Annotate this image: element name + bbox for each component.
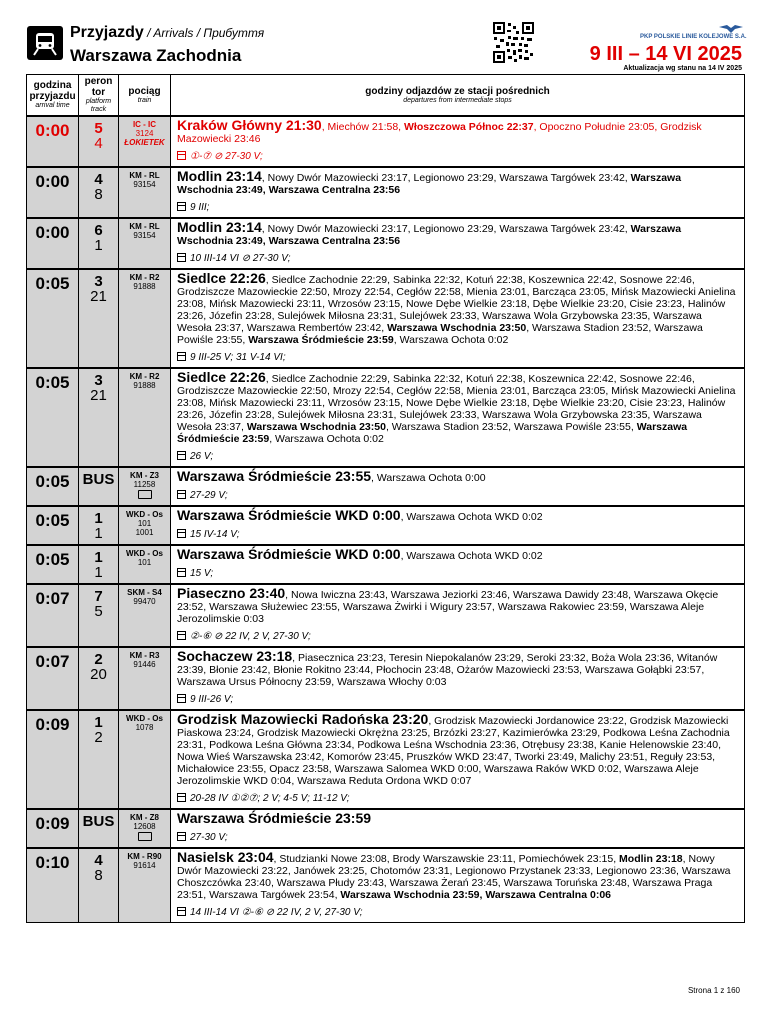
origin-station: Grodzisk Mazowiecki Radońska 23:20: [177, 711, 429, 727]
page-title: [70, 24, 264, 42]
arrival-time: 0:07: [27, 584, 79, 647]
arrival-time: 0:05: [27, 269, 79, 368]
stop-text: Warszawa Wschodnia 23:49, Warszawa Centralna 23:56: [177, 172, 682, 196]
platform-number: 7: [94, 588, 103, 605]
stop-text: , Piasecznica 23:23, Teresin Niepokalanów 23:29, Seroki 23:32, Boża Wola 23:36, Witanów 23:39, Błonie 23:42, Błonie Rokitno 23:44, Płochocin 23:48, Ożarów Mazowiecki 23:53, Warszawa Gołąbki 23:57, Warszawa Ursus Północny 23:59, Warszawa Włochy 0:03: [177, 652, 718, 688]
train-number-2: 1001: [135, 528, 154, 537]
running-days-text: 15 IV-14 V;: [190, 529, 240, 540]
running-days-note: [177, 253, 738, 265]
calendar-icon: [177, 529, 186, 538]
train-cell: [119, 116, 171, 167]
platform-number: 2: [94, 651, 103, 668]
train-name: ŁOKIETEK: [124, 138, 165, 147]
col-train-label: pociąg: [128, 85, 161, 97]
stops-cell: [171, 809, 745, 848]
stop-text: , Nowy Dwór Mazowiecki 23:17, Legionowo 23:29, Warszawa Targówek 23:42,: [261, 223, 631, 235]
platform-number: 3: [94, 372, 103, 389]
pkp-bird-icon: [718, 24, 744, 34]
operator-name: PKP POLSKIE LINIE KOLEJOWE S.A.: [640, 34, 747, 40]
train-category: KM - R3: [129, 651, 160, 660]
origin-station: Warszawa Śródmieście 23:55: [177, 468, 372, 484]
arrival-time: 0:05: [27, 545, 79, 584]
train-category: KM - RL: [129, 222, 160, 231]
bus-icon: [138, 832, 152, 841]
stops-cell: [171, 167, 745, 218]
bus-label: BUS: [82, 471, 115, 488]
track-number: 8: [94, 867, 103, 884]
train-number: 101: [137, 558, 152, 567]
table-row: [27, 218, 745, 269]
calendar-icon: [177, 451, 186, 460]
origin-station: Sochaczew 23:18: [177, 648, 293, 664]
origin-station: Siedlce 22:26: [177, 270, 266, 286]
train-cell: [119, 545, 171, 584]
stop-text: Warszawa Śródmieście 23:59: [177, 421, 688, 445]
train-category: WKD - Os: [126, 510, 163, 519]
col-header-train: [119, 75, 171, 117]
train-cell: [119, 467, 171, 506]
title-translations: / Arrivals / Прибуття: [143, 26, 265, 40]
stop-text: Włoszczowa Północ 22:37: [404, 121, 534, 133]
train-cell: [119, 269, 171, 368]
track-number: 1: [94, 525, 103, 542]
stop-text: , Siedlce Zachodnie 22:29, Sabinka 22:32, Kotuń 22:38, Koszewnica 22:42, Sosnowe 22:46, Grodziszcze Mazowieckie 22:50, Mrozy 22:54, Cegłów 22:58, Mienia 23:01, Barcząca 23:05, Mińsk Mazowiecki Anielina 23:08, Mińsk Mazowiecki 23:11, Wrzosów 23:15, Nowe Dębe Wielkie 23:18, Dębe Wielkie 23:20, Cisie 23:23, Halinów 23:26, Józefin 23:28, Sulejówek Miłosna 23:31, Sulejówek 23:33, Warszawa Wola Grzybowska 23:35, Warszawa Wesoła 23:37, Warszawa Rembertów 23:42,: [177, 274, 736, 334]
running-days-text: 15 V;: [190, 568, 214, 579]
track-number: 4: [94, 135, 103, 152]
track-number: 2: [94, 729, 103, 746]
stop-text: , Warszawa Ochota 0:02: [393, 334, 509, 346]
train-category: KM - R2: [129, 273, 160, 282]
arrivals-table: [26, 74, 745, 923]
origin-station: Piaseczno 23:40: [177, 585, 286, 601]
stop-text: , Nowy Dwór Mazowiecki 23:17, Legionowo 23:29, Warszawa Targówek 23:42,: [261, 172, 631, 184]
calendar-icon: [177, 793, 186, 802]
stops-cell: [171, 584, 745, 647]
stops-cell: [171, 545, 745, 584]
track-number: 5: [94, 603, 103, 620]
stop-text: , Grodzisk Mazowiecki Jordanowice 23:22, Grodzisk Mazowiecki Piaskowa 23:24, Grodzisk Mazowiecki Okrężna 23:25, Brzózki 23:27, Kazimierówka 23:29, Podkowa Leśna Zachodnia 23:31, Podkowa Leśna Główna 23:34, Podkowa Leśna Wschodnia 23:36, Otrębusy 23:38, Kanie Helenowskie 23:40, Nowa Wieś Warszawska 23:42, Komorów 23:45, Pruszków WKD 23:47, Tworki 23:49, Malichy 23:51, Reguły 23:53, Michałowice 23:55, Opacz 23:58, Warszawa Salomea WKD 0:00, Warszawa Raków WKD 0:02, Warszawa Aleje Jerozolimskie WKD 0:04, Warszawa Reduta Ordona WKD 0:07: [177, 715, 730, 787]
platform-number: 4: [94, 171, 103, 188]
running-days-text: 14 III-14 VI ②-⑥ ⊘ 22 IV, 2 V, 27-30 V;: [190, 907, 363, 918]
platform-cell: [79, 116, 119, 167]
running-days-note: [177, 832, 738, 844]
train-cell: [119, 506, 171, 545]
stops-cell: [171, 467, 745, 506]
origin-station: Siedlce 22:26: [177, 369, 266, 385]
running-days-note: [177, 202, 738, 214]
running-days-text: 27-29 V;: [190, 490, 228, 501]
running-days-text: 9 III-26 V;: [190, 694, 234, 705]
stop-text: Warszawa Wschodnia 23:59, Warszawa Centralna 0:06: [340, 889, 611, 901]
stops-cell: [171, 710, 745, 809]
origin-station: Warszawa Śródmieście 23:59: [177, 810, 372, 826]
col-train-label-en: train: [137, 96, 152, 104]
train-number: 3124: [135, 129, 154, 138]
running-days-note: [177, 907, 738, 919]
running-days-note: [177, 490, 738, 502]
train-number: 91888: [133, 381, 156, 390]
running-days-note: [177, 793, 738, 805]
train-cell: [119, 167, 171, 218]
station-name: Warszawa Zachodnia: [70, 46, 242, 65]
train-cell: [119, 848, 171, 923]
platform-number: 5: [94, 120, 103, 137]
stop-text: , Nowy Dwór Mazowiecki 23:22, Janówek 23:25, Chotomów 23:31, Legionowo Przystanek 23:33, Legionowo 23:36, Warszawa Choszczówka 23:40, Warszawa Płudy 23:43, Warszawa Żerań 23:45, Warszawa Toruńska 23:48, Warszawa Praga 23:51, Warszawa Targówek 23:54,: [177, 853, 731, 901]
table-row: [27, 647, 745, 710]
track-number: 8: [94, 186, 103, 203]
train-number: 91614: [133, 861, 156, 870]
stop-text: Modlin 23:18: [619, 853, 683, 865]
stops-cell: [171, 218, 745, 269]
bus-icon: [138, 490, 152, 499]
stop-text: , Studzianki Nowe 23:08, Brody Warszawskie 23:11, Pomiechówek 23:15,: [273, 853, 620, 865]
running-days-note: [177, 694, 738, 706]
stops-cell: [171, 506, 745, 545]
train-number: 91446: [133, 660, 156, 669]
stop-text: , Warszawa Ochota WKD 0:02: [400, 550, 543, 562]
origin-station: Kraków Główny 21:30: [177, 117, 322, 133]
running-days-note: [177, 451, 738, 463]
arrival-time: 0:05: [27, 506, 79, 545]
update-date: Aktualizacja wg stanu na 14 IV 2025: [623, 65, 742, 72]
calendar-icon: [177, 352, 186, 361]
train-icon: [27, 26, 63, 60]
train-category: KM - RL: [129, 171, 160, 180]
calendar-icon: [177, 568, 186, 577]
track-number: 1: [94, 564, 103, 581]
train-number: 93154: [133, 231, 156, 240]
platform-cell: [79, 710, 119, 809]
platform-cell: [79, 467, 119, 506]
running-days-text: 10 III-14 VI ⊘ 27-30 V;: [190, 253, 291, 264]
train-cell: [119, 368, 171, 467]
col-header-platform: [79, 75, 119, 117]
train-category: SKM - S4: [127, 588, 162, 597]
running-days-note: [177, 631, 738, 643]
stop-text: , Opoczno Południe 23:05, Grodzisk Mazowiecki 23:46: [177, 121, 702, 145]
col-header-stops: [171, 75, 745, 117]
col-platform-label-en: platform track: [85, 98, 112, 113]
table-row: [27, 506, 745, 545]
train-category: KM - R2: [129, 372, 160, 381]
running-days-text: 20-28 IV ①②⑦; 2 V; 4-5 V; 11-12 V;: [190, 793, 350, 804]
arrival-time: 0:00: [27, 218, 79, 269]
platform-cell: [79, 218, 119, 269]
table-row: [27, 167, 745, 218]
qr-code-icon: [493, 22, 534, 63]
platform-number: 3: [94, 273, 103, 290]
track-number: 21: [90, 288, 107, 305]
origin-station: Warszawa Śródmieście WKD 0:00: [177, 507, 401, 523]
train-cell: [119, 584, 171, 647]
calendar-icon: [177, 151, 186, 160]
stop-text: , Warszawa Ochota 0:00: [371, 472, 486, 484]
arrival-time: 0:05: [27, 368, 79, 467]
arrival-time: 0:00: [27, 116, 79, 167]
title-text: Przyjazdy: [70, 24, 144, 41]
stop-text: Warszawa Wschodnia 23:50: [246, 421, 386, 433]
platform-number: 1: [94, 549, 103, 566]
running-days-note: [177, 568, 738, 580]
train-number: 93154: [133, 180, 156, 189]
running-days-text: ①-⑦ ⊘ 27-30 V;: [190, 151, 263, 162]
platform-cell: [79, 368, 119, 467]
arrival-time: 0:10: [27, 848, 79, 923]
running-days-text: ②-⑥ ⊘ 22 IV, 2 V, 27-30 V;: [190, 631, 311, 642]
table-row: [27, 269, 745, 368]
platform-cell: [79, 584, 119, 647]
arrival-time: 0:00: [27, 167, 79, 218]
stop-text: , Warszawa Ochota 0:02: [269, 433, 384, 445]
running-days-note: [177, 352, 738, 364]
stops-cell: [171, 848, 745, 923]
platform-number: 4: [94, 852, 103, 869]
table-row: [27, 368, 745, 467]
arrival-time: 0:09: [27, 710, 79, 809]
train-category: KM - R90: [127, 852, 162, 861]
platform-cell: [79, 167, 119, 218]
train-number: 1078: [135, 723, 154, 732]
train-category: KM - Z8: [130, 813, 159, 822]
platform-cell: [79, 269, 119, 368]
calendar-icon: [177, 253, 186, 262]
col-header-time: [27, 75, 79, 117]
col-platform-label: peron tor: [84, 76, 113, 98]
train-category: IC - IC: [132, 120, 157, 129]
table-row: [27, 809, 745, 848]
table-row: [27, 584, 745, 647]
stops-cell: [171, 116, 745, 167]
stop-text: Warszawa Śródmieście 23:59: [248, 334, 394, 346]
track-number: 20: [90, 666, 107, 683]
train-cell: [119, 809, 171, 848]
train-number: 11258: [133, 480, 156, 489]
calendar-icon: [177, 907, 186, 916]
train-category: KM - Z3: [130, 471, 159, 480]
col-stops-label: godziny odjazdów ze stacji pośrednich: [365, 85, 550, 97]
train-number: 91888: [133, 282, 156, 291]
running-days-text: 27-30 V;: [190, 832, 228, 843]
arrival-time: 0:07: [27, 647, 79, 710]
arrival-time: 0:05: [27, 467, 79, 506]
platform-cell: [79, 809, 119, 848]
track-number: 21: [90, 387, 107, 404]
origin-station: Modlin 23:14: [177, 219, 262, 235]
calendar-icon: [177, 490, 186, 499]
stop-text: , Nowa Iwiczna 23:43, Warszawa Jeziorki 23:46, Warszawa Dawidy 23:48, Warszawa Okęcie 23:52, Warszawa Służewiec 23:55, Warszawa Żwirki i Wigury 23:57, Warszawa Rakowiec 23:59, Warszawa Aleje Jerozolimskie 0:03: [177, 589, 719, 625]
calendar-icon: [177, 832, 186, 841]
stop-text: , Warszawa Stadion 23:52, Warszawa Powiśle 23:55,: [177, 322, 703, 346]
train-number: 12608: [133, 822, 156, 831]
col-time-label: godzina przyjazdu: [29, 80, 76, 102]
origin-station: Warszawa Śródmieście WKD 0:00: [177, 546, 401, 562]
stops-cell: [171, 647, 745, 710]
calendar-icon: [177, 202, 186, 211]
table-row: [27, 116, 745, 167]
table-row: [27, 848, 745, 923]
platform-cell: [79, 647, 119, 710]
platform-number: 6: [94, 222, 103, 239]
train-cell: [119, 218, 171, 269]
stop-text: Warszawa Wschodnia 23:49, Warszawa Centralna 23:56: [177, 223, 682, 247]
train-number: 101: [137, 519, 152, 528]
stops-cell: [171, 269, 745, 368]
table-row: [27, 710, 745, 809]
calendar-icon: [177, 631, 186, 640]
origin-station: Modlin 23:14: [177, 168, 262, 184]
table-row: [27, 467, 745, 506]
train-category: WKD - Os: [126, 714, 163, 723]
running-days-note: [177, 529, 738, 541]
stops-cell: [171, 368, 745, 467]
stop-text: , Warszawa Ochota WKD 0:02: [400, 511, 543, 523]
table-row: [27, 545, 745, 584]
col-time-label-en: arrival time: [35, 102, 70, 109]
train-cell: [119, 710, 171, 809]
page-header: [0, 0, 768, 74]
running-days-text: 9 III;: [190, 202, 210, 213]
stop-text: , Siedlce Zachodnie 22:29, Sabinka 22:32, Kotuń 22:38, Koszewnica 22:42, Sosnowe 22:46, Grodziszcze Mazowieckie 22:50, Mrozy 22:54, Cegłów 22:58, Mienia 23:01, Barcząca 23:05, Mińsk Mazowiecki Anielina 23:08, Mińsk Mazowiecki 23:11, Wrzosów 23:15, Nowe Dębe Wielkie 23:18, Dębe Wielkie 23:20, Cisie 23:23, Halinów 23:26, Józefin 23:28, Sulejówek Miłosna 23:31, Sulejówek 23:33, Warszawa Wola Grzybowska 23:35, Warszawa Wesoła 23:37,: [177, 373, 736, 433]
validity-period: 9 III – 14 VI 2025: [589, 43, 742, 65]
page-number: Strona 1 z 160: [687, 986, 740, 995]
calendar-icon: [177, 694, 186, 703]
arrival-time: 0:09: [27, 809, 79, 848]
running-days-text: 9 III-25 V; 31 V-14 VI;: [190, 352, 286, 363]
platform-cell: [79, 848, 119, 923]
stop-text: , Miechów 21:58,: [321, 121, 405, 133]
train-number: 99470: [133, 597, 156, 606]
platform-number: 1: [94, 510, 103, 527]
bus-label: BUS: [82, 813, 115, 830]
operator-logo: [640, 24, 747, 40]
platform-number: 1: [94, 714, 103, 731]
running-days-note: [177, 151, 738, 163]
running-days-text: 26 V;: [190, 451, 214, 462]
table-header-row: [27, 75, 745, 117]
platform-cell: [79, 506, 119, 545]
track-number: 1: [94, 237, 103, 254]
col-stops-label-en: departures from intermediate stops: [403, 96, 512, 104]
platform-cell: [79, 545, 119, 584]
train-cell: [119, 647, 171, 710]
stop-text: , Warszawa Stadion 23:52, Warszawa Powiśle 23:55,: [385, 421, 637, 433]
train-category: WKD - Os: [126, 549, 163, 558]
origin-station: Nasielsk 23:04: [177, 849, 274, 865]
stop-text: Warszawa Wschodnia 23:50: [387, 322, 527, 334]
